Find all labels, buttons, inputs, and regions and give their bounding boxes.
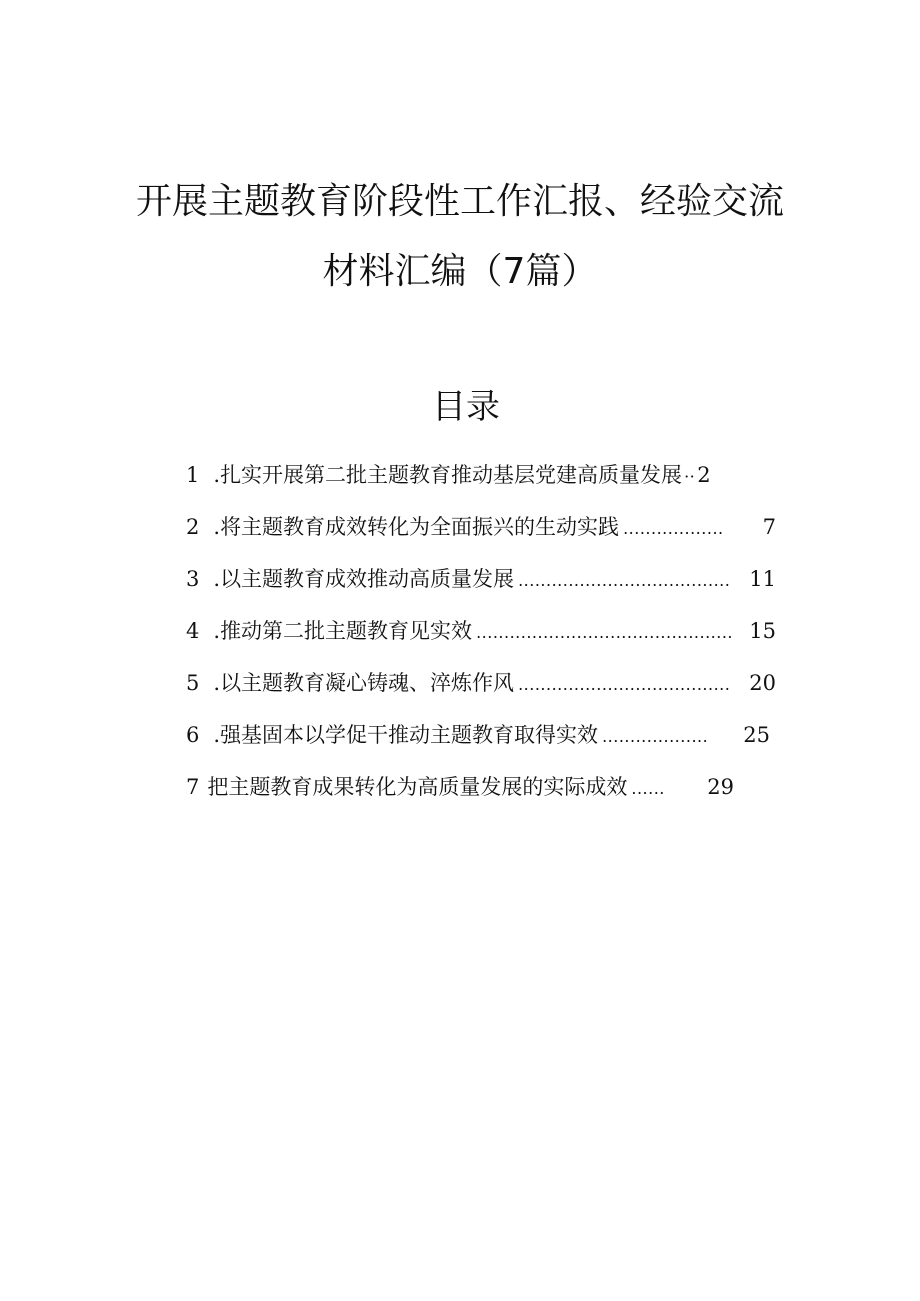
toc-entry-number: 1 <box>186 463 200 487</box>
toc-entry-title: 扎实开展第二批主题教育推动基层党建高质量发展 <box>220 463 683 487</box>
toc-entry-separator: . <box>213 723 221 747</box>
toc-entry-1[interactable] <box>186 460 752 492</box>
toc-entry-page: 25 <box>743 723 770 747</box>
toc-entry-leader: .............................................. <box>476 623 734 642</box>
toc-entry-separator: . <box>213 567 221 591</box>
toc-entry-title: 把主题教育成果转化为高质量发展的实际成效 <box>207 775 628 799</box>
toc-entry-number: 7 <box>186 775 200 799</box>
toc-entry-leader: ...................................... <box>518 675 731 694</box>
toc-entry-leader: ................... <box>602 727 709 746</box>
toc-entry-number: 5 <box>186 671 200 695</box>
document-title-line-1: 开展主题教育阶段性工作汇报、经验交流 <box>135 181 784 222</box>
toc-entry-title: 强基固本以学促干推动主题教育取得实效 <box>220 723 599 747</box>
toc-entry-2[interactable] <box>186 512 776 544</box>
toc-entry-leader: ...... <box>631 779 665 798</box>
toc-entry-leader: .................. <box>623 519 724 538</box>
toc-entry-page: 2 <box>697 463 711 487</box>
toc-entry-page: 11 <box>749 567 776 591</box>
toc-entry-page: 15 <box>749 619 776 643</box>
toc-entry-title: 推动第二批主题教育见实效 <box>220 619 473 643</box>
document-title-line-2: 材料汇编（7篇） <box>322 251 598 292</box>
toc-entry-page: 29 <box>707 775 734 799</box>
toc-entry-4[interactable] <box>186 616 776 648</box>
toc-heading: 目录 <box>432 387 500 427</box>
toc-entry-number: 6 <box>186 723 200 747</box>
toc-entry-number: 3 <box>186 567 200 591</box>
toc-entry-title: 将主题教育成效转化为全面振兴的生动实践 <box>220 515 620 539</box>
toc-entry-separator: . <box>213 619 221 643</box>
toc-entry-number: 2 <box>186 515 200 539</box>
toc-entry-page: 7 <box>762 515 776 539</box>
toc-entry-5[interactable] <box>186 668 776 700</box>
toc-entry-3[interactable] <box>186 564 776 596</box>
toc-entry-leader: ·· <box>684 467 696 486</box>
toc-entry-7[interactable] <box>186 772 734 804</box>
toc-entry-6[interactable] <box>186 720 770 752</box>
toc-entry-leader: ...................................... <box>518 571 731 590</box>
toc-entry-page: 20 <box>749 671 776 695</box>
toc-entry-separator: . <box>213 463 221 487</box>
toc-entry-title: 以主题教育凝心铸魂、淬炼作风 <box>220 671 515 695</box>
toc-entry-separator: . <box>213 671 221 695</box>
toc-entry-title: 以主题教育成效推动高质量发展 <box>220 567 515 591</box>
toc-entry-number: 4 <box>186 619 200 643</box>
toc-entry-separator: . <box>213 515 221 539</box>
